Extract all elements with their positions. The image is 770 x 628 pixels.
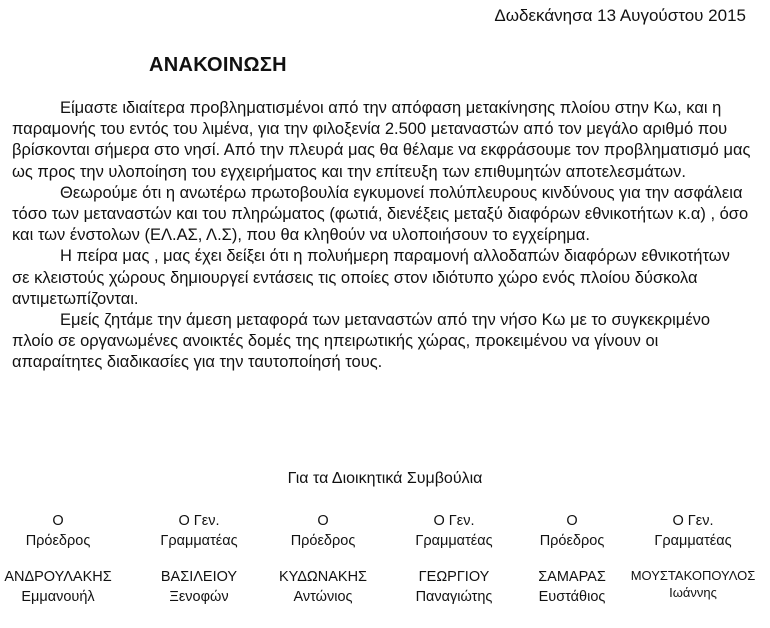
signatory-first-name: Εμμανουήλ xyxy=(21,589,95,605)
signatory-role: Ο Πρόεδρος xyxy=(290,513,356,549)
signatory-first-name: Ευστάθιος xyxy=(538,589,606,605)
signatory-name xyxy=(248,567,398,607)
signatory-role: Ο Πρόεδρος xyxy=(25,513,91,549)
signatory-role: Ο Γεν. Γραμματέας xyxy=(654,513,732,549)
signatory-surname: ΣΑΜΑΡΑΣ xyxy=(538,569,606,585)
signatory-surname: ΒΑΣΙΛΕΙΟΥ xyxy=(160,569,238,585)
signatory-role: Ο Γεν. Γραμματέας xyxy=(415,513,493,549)
paragraph: Η πείρα μας , μας έχει δείξει ότι η πολυήμερη παραμονή αλλοδαπών διαφόρων εθνικοτήτων σε κλειστούς χώρους δημιουργεί εντάσεις τις οποίες στον ιδιότυπο χώρο ενός πλοίου δύσκολα αντιμετωπίζονται. xyxy=(12,247,730,308)
document-title: ΑΝΑΚΟΙΝΩΣΗ xyxy=(149,54,287,76)
signatory-name xyxy=(618,567,768,601)
signatory-first-name: Ιωάννης xyxy=(669,585,717,600)
signatory-surname: ΚΥΔΩΝΑΚΗΣ xyxy=(278,569,368,585)
announcement-body xyxy=(12,98,752,374)
paragraph: Εμείς ζητάμε την άμεση μεταφορά των μεταναστών από την νήσο Κω με το συγκεκριμένο πλοίο σε οργανωμένες ανοικτές δομές της ηπειρωτικής χώρας, προκειμένου να γίνουν οι απαραίτητες διαδικασίες για την ταυτοποίησή τους. xyxy=(12,311,711,372)
paragraph: Θεωρούμε ότι η ανωτέρω πρωτοβουλία εγκυμονεί πολύπλευρους κινδύνους για την ασφάλεια τόσο των μεταναστών και του πληρώματος (φωτιά, διενέξεις μεταξύ διαφόρων εθνικοτήτων κ.α) , όσο και των ένστολων (ΕΛ.ΑΣ, Λ.Σ), που θα κληθούν να υλοποιήσουν το εγχείρημα. xyxy=(12,183,749,245)
signatory-surname: ΑΝΔΡΟΥΛΑΚΗΣ xyxy=(4,569,112,585)
signatory-name xyxy=(0,567,133,607)
signatory-surname: ΜΟΥΣΤΑΚΟΠΟΥΛΟΣ xyxy=(630,568,756,583)
paragraph: Είμαστε ιδιαίτερα προβληματισμένοι από την απόφαση μετακίνησης πλοίου στην Κω, και η παραμονής του εντός του λιμένα, για την φιλοξενία 2.500 μεταναστών από τον μεγάλο αριθμό που βρίσκονται σήμερα στο νησί. Από την πλευρά μας θα θέλαμε να εκφράσουμε τον προβληματισμό μας ως προς την υλοποίηση του εγχειρήματος και την επίτευξη των επιθυμητών αποτελεσμάτων. xyxy=(12,99,751,181)
council-heading: Για τα Διοικητικά Συμβούλια xyxy=(287,470,483,487)
signatory-role: Ο Γεν. Γραμματέας xyxy=(160,513,238,549)
signatory-first-name: Ξενοφών xyxy=(169,589,229,605)
signatory-surname: ΓΕΩΡΓΙΟΥ xyxy=(418,569,490,585)
document-date: Δωδεκάνησα 13 Αυγούστου 2015 xyxy=(494,6,746,25)
signatory-first-name: Αντώνιος xyxy=(293,589,353,605)
signatory-first-name: Παναγιώτης xyxy=(415,589,493,605)
signatory-role: Ο Πρόεδρος xyxy=(539,513,605,549)
